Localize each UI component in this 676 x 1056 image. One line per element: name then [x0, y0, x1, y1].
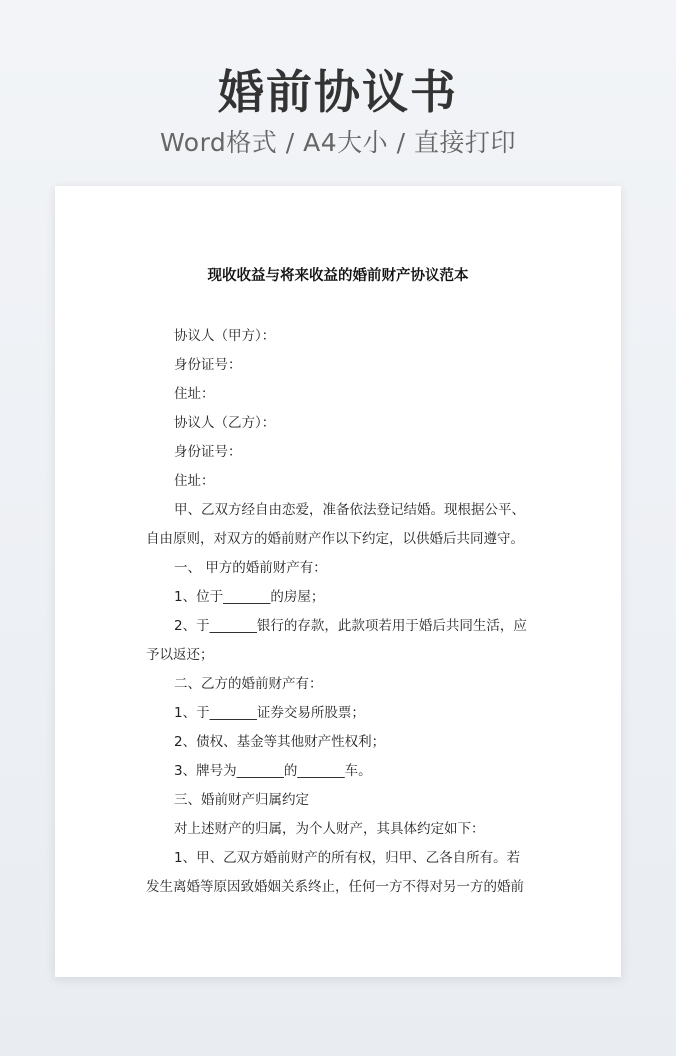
party-b-line: 协议人（乙方）： [174, 415, 276, 431]
section-3-item-1-line-1: 1、甲、乙双方婚前财产的所有权，归甲、乙各自所有。若 [174, 850, 521, 866]
document-page [55, 186, 621, 977]
section-2-heading: 二、乙方的婚前财产有： [174, 676, 323, 692]
intro-line-1: 甲、乙双方经自由恋爱，准备依法登记结婚。现根据公平、 [174, 502, 525, 518]
section-2-item-3: 3、牌号为_______的_______车。 [174, 763, 372, 779]
intro-paragraph [146, 496, 534, 554]
section-1-item-1: 1、位于_______的房屋； [174, 589, 325, 605]
section-3-item-1-line-2: 发生离婚等原因致婚姻关系终止，任何一方不得对另一方的婚前 [146, 879, 524, 895]
section-3-intro: 对上述财产的归属，为个人财产，其具体约定如下： [174, 821, 485, 837]
section-2-item-2: 2、债权、基金等其他财产性权利； [174, 734, 386, 750]
id-a-line: 身份证号： [174, 357, 242, 373]
party-a-line: 协议人（甲方）： [174, 328, 276, 344]
section-1-item-2-line-2: 予以返还； [146, 647, 214, 663]
section-2-item-1: 1、于_______证券交易所股票； [174, 705, 365, 721]
document-title: 现收收益与将来收益的婚前财产协议范本 [207, 268, 469, 284]
section-3-heading: 三、婚前财产归属约定 [174, 792, 309, 808]
page-header [0, 60, 676, 160]
main-title: 婚前协议书 [218, 65, 458, 119]
subtitle: Word格式 / A4大小 / 直接打印 [160, 128, 516, 157]
section-1-item-2 [146, 612, 534, 670]
section-1-heading: 一、 甲方的婚前财产有： [174, 560, 327, 576]
intro-line-2: 自由原则，对双方的婚前财产作以下约定，以供婚后共同遵守。 [146, 531, 524, 547]
section-1-item-2-line-1: 2、于_______银行的存款，此款项若用于婚后共同生活，应 [174, 618, 527, 634]
section-3-item-1 [146, 844, 534, 902]
id-b-line: 身份证号： [174, 444, 242, 460]
address-b-line: 住址： [174, 473, 215, 489]
document-body [146, 322, 534, 902]
address-a-line: 住址： [174, 386, 215, 402]
